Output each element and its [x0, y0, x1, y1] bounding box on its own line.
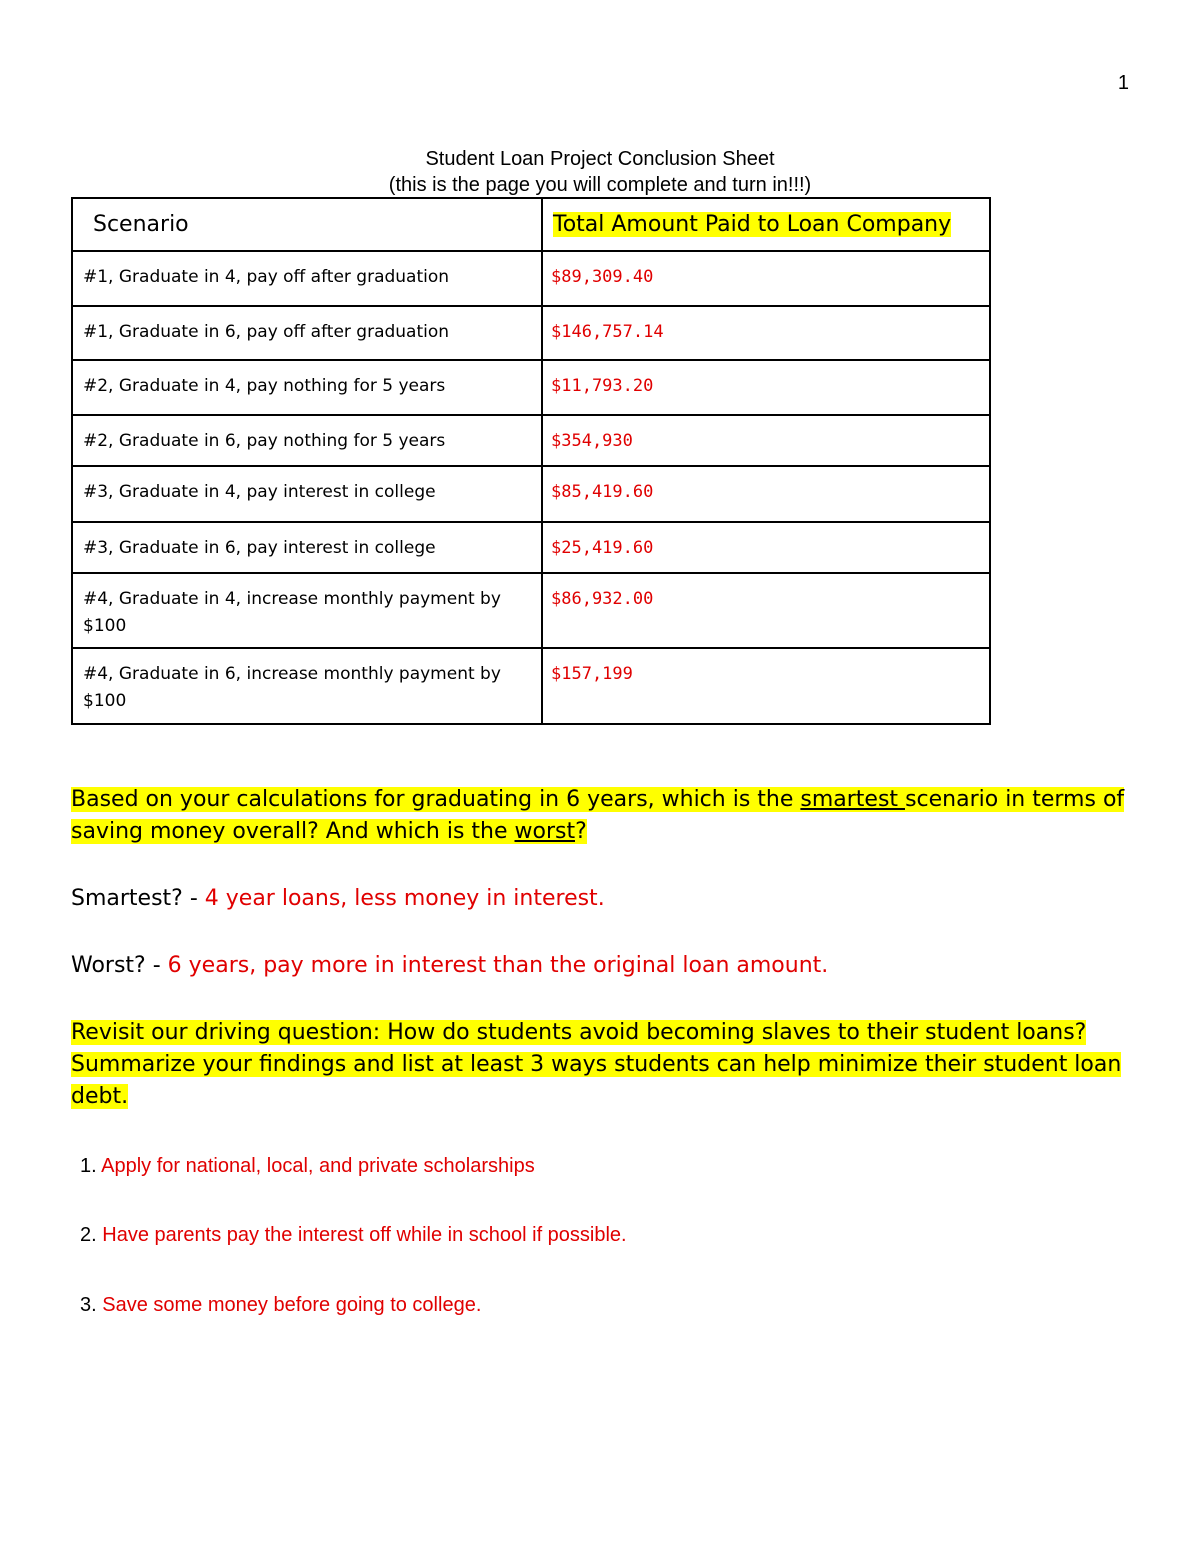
- scenario-cell: #3, Graduate in 4, pay interest in college: [72, 466, 542, 522]
- question1-smartest-word: smartest: [800, 787, 906, 812]
- question1-part1: Based on your calculations for graduating in 6 years, which is the: [71, 787, 801, 812]
- list-item-text: Save some money before going to college.: [102, 1294, 482, 1316]
- worst-answer-line: [71, 950, 1131, 982]
- amount-cell: $25,419.60: [542, 522, 990, 573]
- amount-cell: $89,309.40: [542, 251, 990, 306]
- question1-part2: scenario in terms of saving money overall? And which is the: [71, 787, 1125, 844]
- table-row: [72, 306, 990, 360]
- table-row: [72, 251, 990, 306]
- scenario-cell: #1, Graduate in 6, pay off after graduation: [72, 306, 542, 360]
- header-total-amount: [542, 198, 990, 251]
- list-item-number: 1.: [80, 1155, 97, 1177]
- table-header-row: [72, 198, 990, 251]
- scenario-cell: #4, Graduate in 4, increase monthly payment by $100: [72, 573, 542, 648]
- list-item: [80, 1153, 535, 1179]
- question1-part3: ?: [575, 819, 587, 844]
- amount-cell: $11,793.20: [542, 360, 990, 415]
- header-scenario: Scenario: [72, 198, 542, 251]
- amount-cell: $86,932.00: [542, 573, 990, 648]
- page-title: Student Loan Project Conclusion Sheet: [425, 148, 775, 170]
- table-row: [72, 466, 990, 522]
- list-item-number: 2.: [80, 1224, 97, 1246]
- scenario-cell: #2, Graduate in 4, pay nothing for 5 years: [72, 360, 542, 415]
- scenario-cell: #3, Graduate in 6, pay interest in college: [72, 522, 542, 573]
- question-driving: [71, 1017, 1131, 1113]
- smartest-label: Smartest? -: [71, 886, 205, 911]
- amount-cell: $157,199: [542, 648, 990, 724]
- smartest-answer-line: [71, 883, 1131, 915]
- table-row: [72, 522, 990, 573]
- header-total-amount-label: Total Amount Paid to Loan Company: [553, 212, 952, 237]
- table-row: [72, 360, 990, 415]
- question-smartest-worst: [71, 784, 1131, 848]
- loan-table: [71, 197, 991, 725]
- list-item-text: Apply for national, local, and private scholarships: [101, 1155, 535, 1177]
- scenario-cell: #1, Graduate in 4, pay off after graduation: [72, 251, 542, 306]
- list-item-number: 3.: [80, 1294, 97, 1316]
- list-item: [80, 1292, 481, 1318]
- amount-cell: $146,757.14: [542, 306, 990, 360]
- table-row: [72, 415, 990, 466]
- worst-label: Worst? -: [71, 953, 168, 978]
- question1-worst-word: worst: [514, 819, 576, 844]
- amount-cell: $85,419.60: [542, 466, 990, 522]
- question2-text: Revisit our driving question: How do students avoid becoming slaves to their student loans? Summarize your findings and list at least 3 ways students can help minimize their student loan debt.: [71, 1020, 1122, 1109]
- list-item: [80, 1222, 627, 1248]
- table-row: [72, 573, 990, 648]
- scenario-cell: #2, Graduate in 6, pay nothing for 5 years: [72, 415, 542, 466]
- page-subtitle: (this is the page you will complete and turn in!!!): [388, 174, 812, 196]
- worst-answer: 6 years, pay more in interest than the original loan amount.: [167, 953, 829, 978]
- smartest-answer: 4 year loans, less money in interest.: [204, 886, 605, 911]
- page-number: 1: [1117, 72, 1129, 94]
- amount-cell: $354,930: [542, 415, 990, 466]
- list-item-text: Have parents pay the interest off while in school if possible.: [102, 1224, 627, 1246]
- table-row: [72, 648, 990, 724]
- scenario-cell: #4, Graduate in 6, increase monthly payment by $100: [72, 648, 542, 724]
